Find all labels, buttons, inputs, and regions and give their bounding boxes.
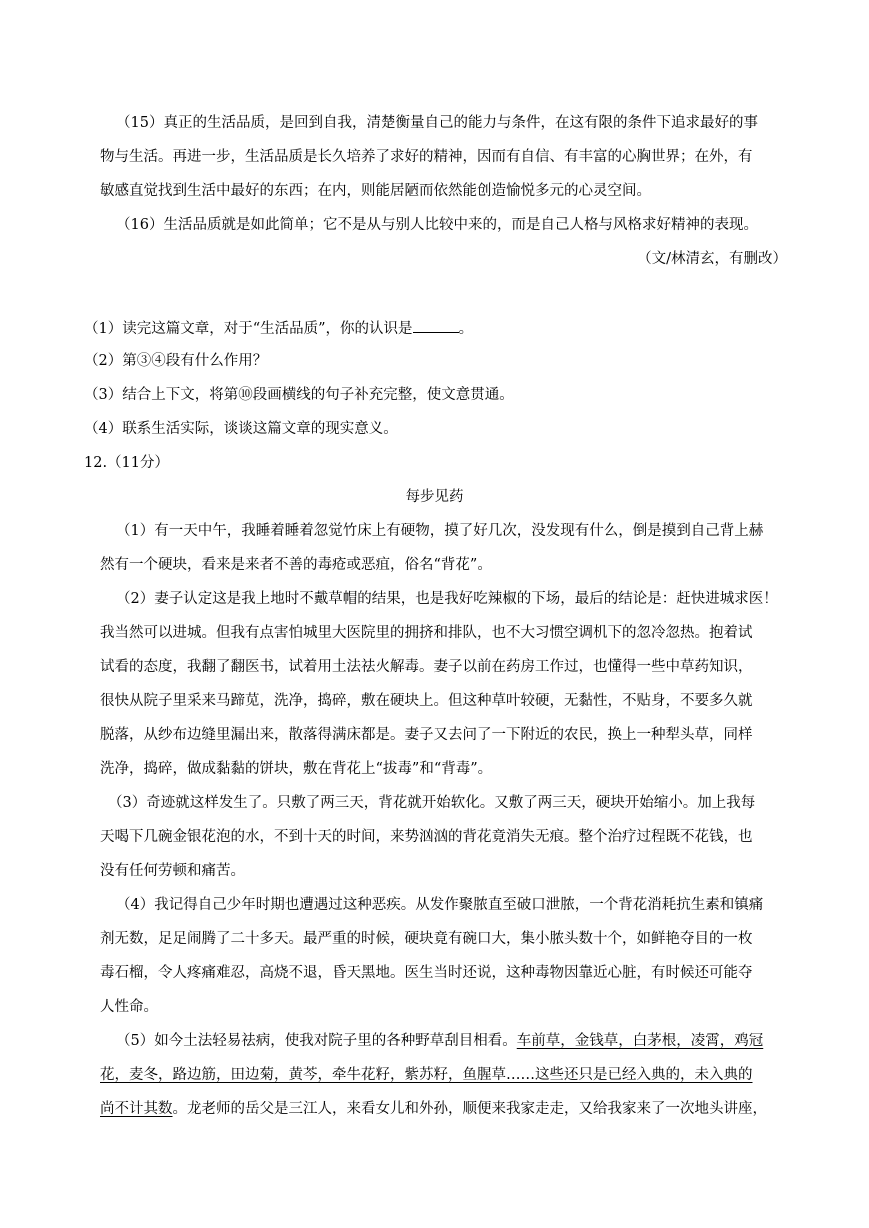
passage-p5-line-2 — [100, 1064, 753, 1086]
p5-text: （5）如今土法轻易祛病，使我对院子里的各种野草刮目相看。 — [116, 1033, 517, 1049]
question-12-header: 12.（11分） — [84, 455, 170, 471]
underlined-sentence: 车前草，金钱草，白茅根，凌霄，鸡冠 — [516, 1033, 764, 1049]
passage-p5-line-3 — [100, 1098, 767, 1120]
passage-p2-line-1: （2）妻子认定这是我上地时不戴草帽的结果，也是我好吃辣椒的下场，最后的结论是：赶快进城求医！ — [116, 591, 778, 607]
passage-p4-line-3: 毒石榴，令人疼痛难忍，高烧不退，昏天黑地。医生当时还说，这种毒物因靠近心脏，有时候还可能夺 — [100, 965, 753, 981]
passage-p4-line-2: 剂无数，足足闹腾了二十多天。最严重的时候，硬块竟有碗口大，集小脓头数十个，如鲜艳夺目的一枚 — [100, 931, 753, 947]
passage-p1-line-1: （1）有一天中午，我睡着睡着忽觉竹床上有硬物，摸了好几次，没发现有什么，倒是摸到自己背上赫 — [116, 523, 764, 539]
article-source: （文/林清玄，有删改） — [637, 251, 787, 267]
passage-p3-line-3: 没有任何劳顿和痛苦。 — [100, 863, 245, 879]
passage-p2-line-4: 很快从院子里采来马蹄苋，洗净，捣碎，敷在硬块上。但这种草叶较硬，无黏性，不贴身，不要多久就 — [100, 693, 753, 709]
passage-title: 每步见药 — [405, 489, 464, 505]
passage-p3-line-1: （3）奇迹就这样发生了。只敷了两三天，背花就开始软化。又敷了两三天，硬块开始缩小。加上我每 — [108, 795, 756, 811]
underlined-sentence: 花，麦冬，路边筋，田边菊，黄芩，牵牛花籽，紫苏籽，鱼腥草……这些还只是已经入典的，未入典的 — [100, 1067, 753, 1083]
passage-p2-line-6: 洗净，捣碎，做成黏黏的饼块，敷在背花上“拔毒”和“背毒”。 — [100, 761, 493, 777]
passage-p4-line-4: 人性命。 — [100, 999, 158, 1015]
passage-p2-line-3: 试看的态度，我翻了翻医书，试着用土法祛火解毒。妻子以前在药房工作过，也懂得一些中草药知识， — [100, 659, 753, 675]
passage-p2-line-2: 我当然可以进城。但我有点害怕城里大医院里的拥挤和排队，也不大习惯空调机下的忽冷忽热。抱着试 — [100, 625, 753, 641]
passage-p3-line-2: 天喝下几碗金银花泡的水，不到十天的时间，来势汹汹的背花竟消失无痕。整个治疗过程既不花钱，也 — [100, 829, 753, 845]
paragraph-15-line-1: （15）真正的生活品质，是回到自我，清楚衡量自己的能力与条件，在这有限的条件下追求最好的事 — [116, 115, 758, 131]
paragraph-16: （16）生活品质就是如此简单；它不是从与别人比较中来的，而是自己人格与风格求好精神的表现。 — [116, 217, 758, 233]
question-1 — [84, 316, 473, 340]
passage-p5-line-1 — [116, 1030, 763, 1052]
paragraph-15-line-2: 物与生活。再进一步，生活品质是长久培养了求好的精神，因而有自信、有丰富的心胸世界；在外，有 — [100, 149, 753, 165]
underlined-sentence: 尚不计其数 — [100, 1101, 173, 1117]
passage-p1-line-2: 然有一个硬块，看来是来者不善的毒疮或恶疽，俗名“背花”。 — [100, 557, 492, 573]
question-4: （4）联系生活实际，谈谈这篇文章的现实意义。 — [84, 421, 398, 437]
answer-blank — [413, 316, 459, 333]
passage-p4-line-1: （4）我记得自己少年时期也遭遇过这种恶疾。从发作聚脓直至破口泄脓，一个背花消耗抗生素和镇痛 — [116, 897, 764, 913]
question-3: （3）结合上下文，将第⑩段画横线的句子补充完整，使文意贯通。 — [84, 387, 514, 403]
passage-p2-line-5: 脱落，从纱布边缝里漏出来，散落得满床都是。妻子又去问了一下附近的农民，换上一种犁头草，同样 — [100, 727, 753, 743]
question-1-text: （1）读完这篇文章，对于“生活品质”，你的认识是 — [84, 321, 413, 337]
paragraph-15-line-3: 敏感直觉找到生活中最好的东西；在内，则能居陋而依然能创造愉悦多元的心灵空间。 — [100, 183, 651, 199]
question-1-end: 。 — [458, 321, 474, 337]
p5-text: 。龙老师的岳父是三江人，来看女儿和外孙，顺便来我家走走，又给我家来了一次地头讲座， — [172, 1101, 767, 1117]
question-2: （2）第③④段有什么作用？ — [84, 353, 268, 369]
